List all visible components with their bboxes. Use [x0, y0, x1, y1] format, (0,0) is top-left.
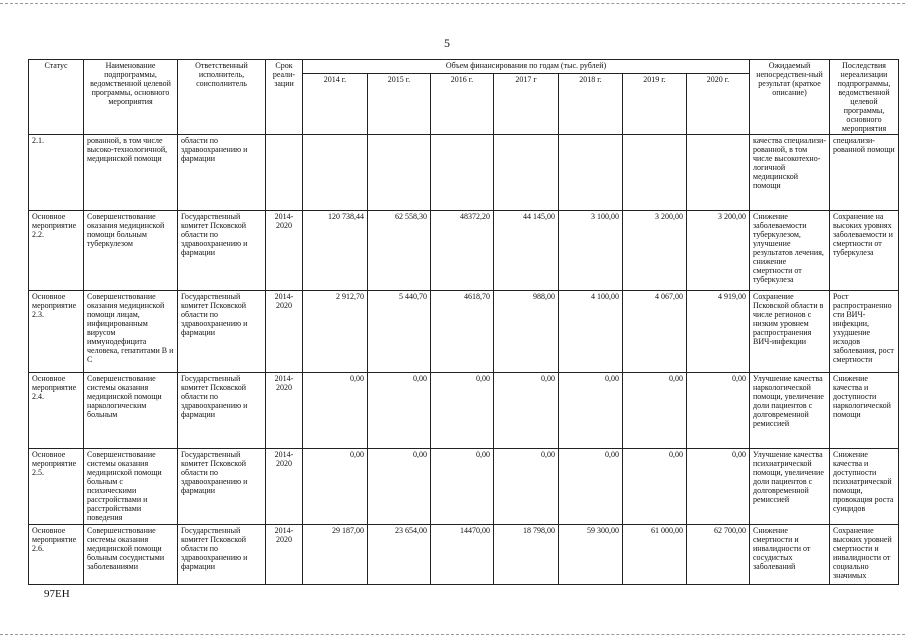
- year-header: 2015 г.: [368, 74, 431, 135]
- row-value: [368, 135, 431, 211]
- row-value: 62 700,00: [687, 525, 750, 585]
- col-consequences-header: Последствия нереализации подпрограммы, ведомственной целевой программы, основного мероприятия: [830, 60, 899, 135]
- program-funding-table: [28, 59, 899, 585]
- row-status: Основное мероприятие 2.6.: [29, 525, 84, 585]
- table-row: [29, 135, 899, 211]
- row-value: 44 145,00: [494, 211, 559, 291]
- row-name: Совершенствование системы оказания медицинской помощи больным с психическими расстройствами и расстройствами поведения: [84, 449, 178, 525]
- row-value: [559, 135, 623, 211]
- top-edge-line: [0, 3, 905, 4]
- table-row: [29, 211, 899, 291]
- row-value: 18 798,00: [494, 525, 559, 585]
- row-value: 2 912,70: [303, 291, 368, 373]
- col-result-header: Ожидаемый непосредствен-ный результат (краткое описание): [750, 60, 830, 135]
- row-consequences: Сохранение на высоких уровнях заболеваемости и смертности от туберкулеза: [830, 211, 899, 291]
- row-value: 59 300,00: [559, 525, 623, 585]
- row-value: 3 200,00: [623, 211, 687, 291]
- row-value: 0,00: [687, 373, 750, 449]
- col-period-header: Срок реали-зации: [266, 60, 303, 135]
- row-result: Улучшение качества психиатрической помощи, увеличение доли пациентов с долговременной ремиссией: [750, 449, 830, 525]
- row-value: 0,00: [623, 449, 687, 525]
- row-consequences: Снижение качества и доступности психиатрической помощи, провокация роста суицидов: [830, 449, 899, 525]
- row-period: 2014-2020: [266, 373, 303, 449]
- col-funding-header: Объем финансирования по годам (тыс. рублей): [303, 60, 750, 74]
- row-period: 2014-2020: [266, 525, 303, 585]
- row-value: 5 440,70: [368, 291, 431, 373]
- row-value: 0,00: [559, 449, 623, 525]
- page-number: 5: [444, 36, 450, 50]
- row-value: [494, 135, 559, 211]
- row-name: рованной, в том числе высоко-технологичной, медицинской помощи: [84, 135, 178, 211]
- row-period: [266, 135, 303, 211]
- row-period: 2014-2020: [266, 211, 303, 291]
- row-status: Основное мероприятие 2.4.: [29, 373, 84, 449]
- footer-code: 97ЕН: [44, 588, 70, 600]
- bottom-edge-line: [0, 634, 905, 635]
- row-value: 4618,70: [431, 291, 494, 373]
- row-value: 0,00: [368, 449, 431, 525]
- row-value: 0,00: [559, 373, 623, 449]
- row-value: 120 738,44: [303, 211, 368, 291]
- row-executor: области по здравоохранению и фармации: [178, 135, 266, 211]
- row-value: 3 100,00: [559, 211, 623, 291]
- col-executor-header: Ответственный исполнитель, соисполнитель: [178, 60, 266, 135]
- row-executor: Государственный комитет Псковской области по здравоохранению и фармации: [178, 373, 266, 449]
- table-row: [29, 373, 899, 449]
- row-value: 23 654,00: [368, 525, 431, 585]
- row-status: Основное мероприятие 2.5.: [29, 449, 84, 525]
- row-consequences: Сохранение высоких уровней смертности и инвалидности от социально значимых: [830, 525, 899, 585]
- col-status-header: Статус: [29, 60, 84, 135]
- row-value: 4 100,00: [559, 291, 623, 373]
- row-period: 2014-2020: [266, 291, 303, 373]
- row-result: Снижение заболеваемости туберкулезом, улучшение результатов лечения, снижение смертности от туберкулеза: [750, 211, 830, 291]
- year-header: 2018 г.: [559, 74, 623, 135]
- row-value: 4 919,00: [687, 291, 750, 373]
- year-header: 2019 г.: [623, 74, 687, 135]
- row-value: 0,00: [303, 449, 368, 525]
- row-value: 0,00: [687, 449, 750, 525]
- row-name: Совершенствование оказания медицинской помощи больным туберкулезом: [84, 211, 178, 291]
- row-status: Основное мероприятие 2.2.: [29, 211, 84, 291]
- row-value: 14470,00: [431, 525, 494, 585]
- row-executor: Государственный комитет Псковской области по здравоохранению и фармации: [178, 211, 266, 291]
- row-result: Улучшение качества наркологической помощи, увеличение доли пациентов с долговременной ремиссией: [750, 373, 830, 449]
- row-value: 0,00: [303, 373, 368, 449]
- row-result: Снижение смертности и инвалидности от сосудистых заболеваний: [750, 525, 830, 585]
- row-result: качества специализи-рованной, в том числе высокотехно-логичной медицинской помощи: [750, 135, 830, 211]
- row-value: 0,00: [431, 373, 494, 449]
- row-status: Основное мероприятие 2.3.: [29, 291, 84, 373]
- row-value: 61 000,00: [623, 525, 687, 585]
- row-value: 0,00: [431, 449, 494, 525]
- row-period: 2014-2020: [266, 449, 303, 525]
- header-row-top: [29, 60, 899, 74]
- row-value: 0,00: [623, 373, 687, 449]
- row-value: [303, 135, 368, 211]
- row-value: 0,00: [494, 373, 559, 449]
- row-executor: Государственный комитет Псковской области по здравоохранению и фармации: [178, 449, 266, 525]
- row-name: Совершенствование системы оказания медицинской помощи наркологическим больным: [84, 373, 178, 449]
- row-name: Совершенствование системы оказания медицинской помощи больным сосудистыми заболеваниями: [84, 525, 178, 585]
- table-row: [29, 449, 899, 525]
- row-value: 3 200,00: [687, 211, 750, 291]
- row-value: 0,00: [368, 373, 431, 449]
- row-value: [687, 135, 750, 211]
- row-value: [623, 135, 687, 211]
- row-value: [431, 135, 494, 211]
- row-value: 4 067,00: [623, 291, 687, 373]
- row-consequences: Снижение качества и доступности наркологической помощи: [830, 373, 899, 449]
- row-consequences: специализи-рованной помощи: [830, 135, 899, 211]
- year-header: 2020 г.: [687, 74, 750, 135]
- row-executor: Государственный комитет Псковской области по здравоохранению и фармации: [178, 291, 266, 373]
- row-executor: Государственный комитет Псковской области по здравоохранению и фармации: [178, 525, 266, 585]
- row-consequences: Рост распространенно сти ВИЧ-инфекции, ухудшение исходов заболевания, рост смертности: [830, 291, 899, 373]
- row-status: 2.1.: [29, 135, 84, 211]
- row-result: Сохранение Псковской области в числе регионов с низким уровнем распространения ВИЧ-инфекции: [750, 291, 830, 373]
- row-value: 62 558,30: [368, 211, 431, 291]
- row-value: 0,00: [494, 449, 559, 525]
- year-header: 2017 г: [494, 74, 559, 135]
- year-header: 2014 г.: [303, 74, 368, 135]
- row-name: Совершенствование оказания медицинской помощи лицам, инфицированным вирусом иммунодефицита человека, гепатитами В и С: [84, 291, 178, 373]
- table-row: [29, 525, 899, 585]
- row-value: 29 187,00: [303, 525, 368, 585]
- row-value: 48372,20: [431, 211, 494, 291]
- col-name-header: Наименование подпрограммы, ведомственной целевой программы, основного мероприятия: [84, 60, 178, 135]
- year-header: 2016 г.: [431, 74, 494, 135]
- row-value: 988,00: [494, 291, 559, 373]
- table-row: [29, 291, 899, 373]
